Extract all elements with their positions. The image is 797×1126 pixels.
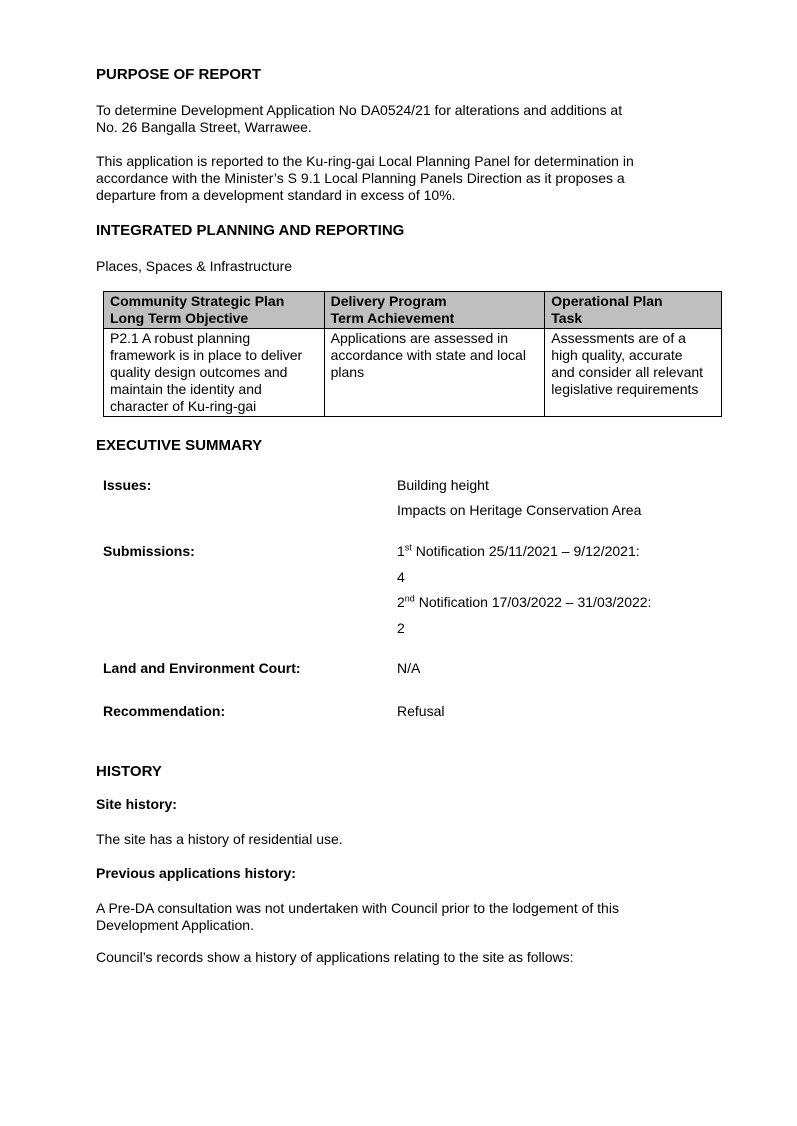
planning-table-cell-operational bbox=[545, 329, 722, 417]
purpose-p2-line-1: This application is reported to the Ku-ring-gai Local Planning Panel for determination in bbox=[96, 153, 634, 169]
previous-applications-heading: Previous applications history: bbox=[96, 865, 296, 881]
cell-line: maintain the identity and bbox=[110, 381, 262, 397]
planning-table-header-delivery bbox=[324, 292, 545, 329]
previous-applications-line-2: Development Application. bbox=[96, 917, 254, 933]
header-line: Task bbox=[551, 310, 583, 326]
purpose-paragraph-1 bbox=[96, 102, 622, 136]
header-line: Delivery Program bbox=[330, 293, 447, 309]
planning-table-cell-delivery bbox=[324, 329, 545, 417]
recommendation-value: Refusal bbox=[397, 703, 445, 719]
purpose-p1-line-1: To determine Development Application No DA0524/21 for alterations and additions at bbox=[96, 102, 623, 118]
court-label: Land and Environment Court: bbox=[103, 660, 301, 676]
notification-2-suffix: nd bbox=[404, 593, 415, 604]
site-history-heading: Site history: bbox=[96, 796, 177, 812]
notification-1-text: Notification 25/11/2021 – 9/12/2021: bbox=[411, 543, 640, 559]
planning-table-header-operational bbox=[545, 292, 722, 329]
notification-2 bbox=[397, 594, 651, 611]
cell-line: accordance with state and local bbox=[330, 347, 526, 363]
site-history-text: The site has a history of residential use. bbox=[96, 831, 343, 847]
notification-1-number: 1 bbox=[397, 543, 405, 559]
cell-line: legislative requirements bbox=[551, 381, 699, 397]
executive-heading: EXECUTIVE SUMMARY bbox=[96, 437, 263, 454]
issue-item: Impacts on Heritage Conservation Area bbox=[397, 502, 642, 518]
cell-line: and consider all relevant bbox=[551, 364, 704, 380]
planning-table-row bbox=[104, 329, 722, 417]
cell-line: P2.1 A robust planning bbox=[110, 330, 251, 346]
planning-table-header-csp bbox=[104, 292, 325, 329]
cell-line: quality design outcomes and bbox=[110, 364, 288, 380]
notification-1 bbox=[397, 543, 640, 560]
cell-line: plans bbox=[330, 364, 365, 380]
notification-1-suffix: st bbox=[404, 542, 412, 553]
previous-applications-line-1: A Pre-DA consultation was not undertaken with Council prior to the lodgement of this bbox=[96, 900, 619, 916]
issue-item: Building height bbox=[397, 477, 489, 493]
cell-line: Assessments are of a bbox=[551, 330, 686, 346]
cell-line: Applications are assessed in bbox=[330, 330, 509, 346]
planning-table-cell-csp bbox=[104, 329, 325, 417]
submissions-label: Submissions: bbox=[103, 543, 195, 559]
notification-2-count: 2 bbox=[397, 620, 405, 636]
purpose-p1-line-2: No. 26 Bangalla Street, Warrawee. bbox=[96, 119, 312, 135]
header-line: Operational Plan bbox=[551, 293, 663, 309]
purpose-heading: PURPOSE OF REPORT bbox=[96, 66, 262, 83]
purpose-paragraph-2 bbox=[96, 153, 634, 204]
cell-line: framework is in place to deliver bbox=[110, 347, 303, 363]
court-value: N/A bbox=[397, 660, 421, 676]
notification-1-count: 4 bbox=[397, 569, 405, 585]
purpose-p2-line-3: departure from a development standard in excess of 10%. bbox=[96, 187, 456, 203]
recommendation-label: Recommendation: bbox=[103, 703, 226, 719]
integrated-theme: Places, Spaces & Infrastructure bbox=[96, 258, 293, 274]
previous-applications-text bbox=[96, 900, 619, 934]
notification-2-text: Notification 17/03/2022 – 31/03/2022: bbox=[414, 594, 652, 610]
header-line: Long Term Objective bbox=[110, 310, 249, 326]
planning-table-header-row bbox=[104, 292, 722, 329]
integrated-heading: INTEGRATED PLANNING AND REPORTING bbox=[96, 222, 405, 239]
notification-2-number: 2 bbox=[397, 594, 405, 610]
issues-label: Issues: bbox=[103, 477, 152, 493]
cell-line: character of Ku-ring-gai bbox=[110, 398, 257, 414]
planning-table bbox=[103, 291, 722, 417]
cell-line: high quality, accurate bbox=[551, 347, 683, 363]
purpose-p2-line-2: accordance with the Minister’s S 9.1 Local Planning Panels Direction as it proposes a bbox=[96, 170, 625, 186]
records-text: Council’s records show a history of applications relating to the site as follows: bbox=[96, 949, 574, 965]
header-line: Community Strategic Plan bbox=[110, 293, 285, 309]
header-line: Term Achievement bbox=[330, 310, 455, 326]
history-heading: HISTORY bbox=[96, 763, 162, 780]
